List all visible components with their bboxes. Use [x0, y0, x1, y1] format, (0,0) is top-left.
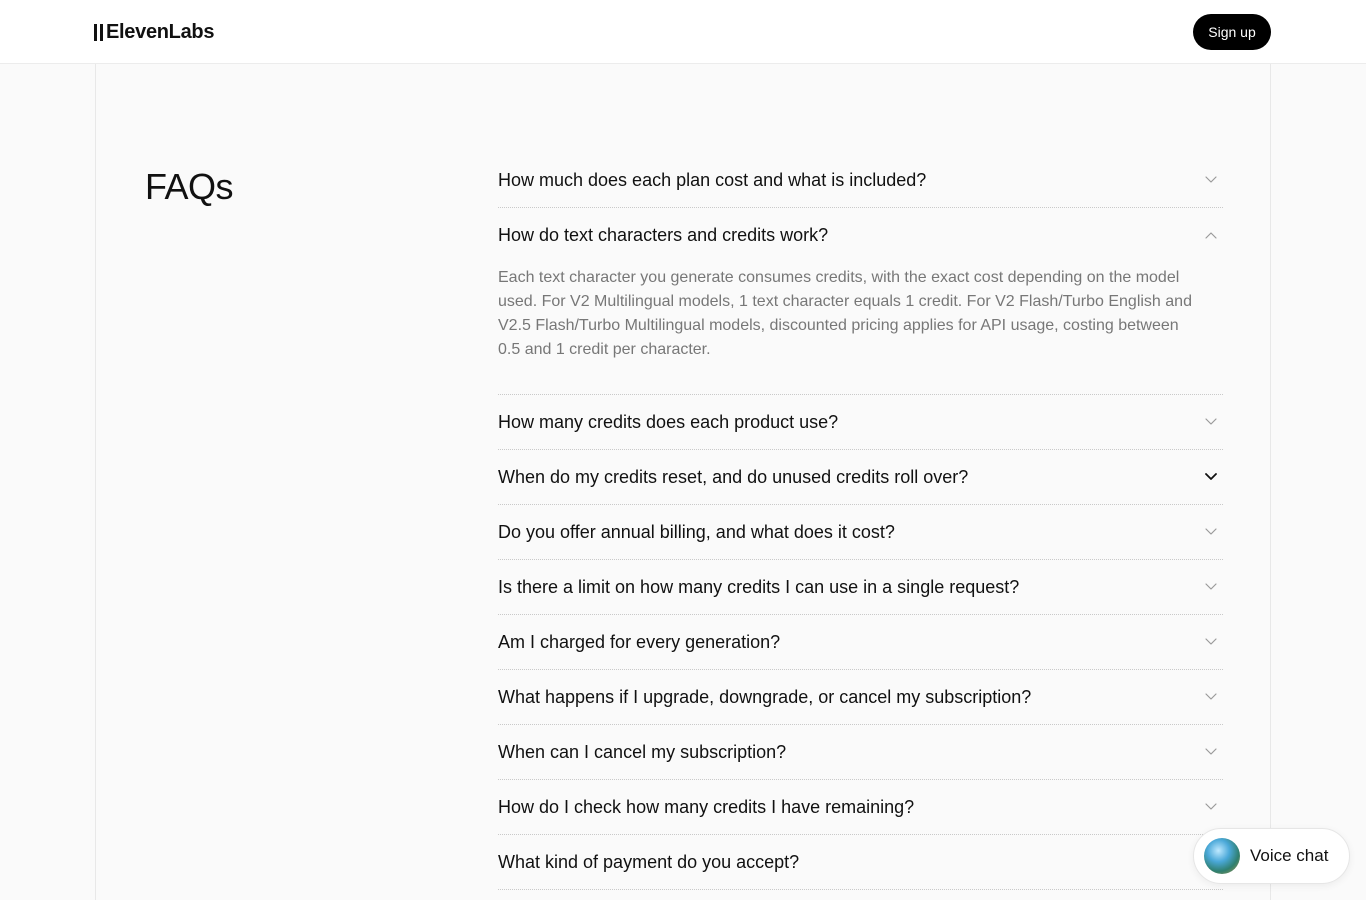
- faq-answer: Each text character you generate consumes credits, with the exact cost depending on the model used. For V2 Multilingual models, 1 text character equals 1 credit. For V2 Flash/Turbo English and V2.5 Flash/Turbo Multilingual models, discounted pricing applies for API usage, costing between 0.5 and 1 credit per character.: [498, 269, 1192, 358]
- faq-question-text: How many credits does each product use?: [498, 411, 839, 432]
- chevron-down-icon: [1205, 418, 1217, 426]
- chevron-up-icon: [1205, 231, 1217, 239]
- voice-chat-button[interactable]: [1193, 828, 1350, 884]
- chevron-down-icon: [1205, 748, 1217, 756]
- faq-item: [498, 780, 1223, 835]
- chevron-down-icon: [1205, 803, 1217, 811]
- faq-question[interactable]: [498, 153, 1223, 207]
- faq-question-text: Am I charged for every generation?: [498, 631, 781, 652]
- faq-question-text: Is there a limit on how many credits I can use in a single request?: [498, 576, 1020, 597]
- faq-question-text: What happens if I upgrade, downgrade, or cancel my subscription?: [498, 686, 1032, 707]
- faq-question[interactable]: [498, 780, 1223, 834]
- faq-item: [498, 395, 1223, 450]
- logo-mark-icon: [94, 24, 103, 41]
- elevenlabs-logo[interactable]: [94, 20, 214, 44]
- chevron-down-icon: [1205, 528, 1217, 536]
- faq-question[interactable]: [498, 395, 1223, 449]
- faq-item: [498, 208, 1223, 395]
- chevron-down-icon: [1205, 638, 1217, 646]
- faq-item: [498, 615, 1223, 670]
- faq-question-text: When can I cancel my subscription?: [498, 741, 787, 762]
- faq-question[interactable]: [498, 615, 1223, 669]
- faq-question[interactable]: [498, 208, 1223, 262]
- faq-question[interactable]: [498, 835, 1223, 889]
- faq-question[interactable]: [498, 560, 1223, 614]
- faq-question-text: What kind of payment do you accept?: [498, 851, 800, 872]
- faq-item: [498, 560, 1223, 615]
- voice-chat-label: Voice chat: [1250, 846, 1329, 865]
- left-frame-divider: [95, 64, 96, 900]
- faq-question-text: Do you offer annual billing, and what does it cost?: [498, 521, 895, 542]
- faq-item: [498, 153, 1223, 208]
- faq-question-text: When do my credits reset, and do unused credits roll over?: [498, 466, 969, 487]
- faq-question-text: How much does each plan cost and what is included?: [498, 169, 927, 190]
- faq-question-text: How do I check how many credits I have remaining?: [498, 796, 915, 817]
- faq-item: [498, 670, 1223, 725]
- faq-item: [498, 450, 1223, 505]
- chevron-down-icon: [1205, 176, 1217, 184]
- chevron-down-icon: [1205, 473, 1217, 481]
- faq-item: [498, 505, 1223, 560]
- sign-up-button[interactable]: Sign up: [1193, 14, 1271, 50]
- faq-item: [498, 725, 1223, 780]
- faq-question-text: How do text characters and credits work?: [498, 224, 829, 245]
- top-navigation: [0, 0, 1366, 64]
- faq-title: FAQs: [145, 166, 234, 207]
- faq-question[interactable]: [498, 725, 1223, 779]
- faq-list: [498, 153, 1223, 890]
- voice-orb-icon: [1204, 838, 1240, 874]
- right-frame-divider: [1270, 64, 1271, 900]
- chevron-down-icon: [1205, 583, 1217, 591]
- chevron-down-icon: [1205, 693, 1217, 701]
- faq-question[interactable]: [498, 670, 1223, 724]
- faq-item: [498, 835, 1223, 890]
- faq-question[interactable]: [498, 450, 1223, 504]
- logo-text: ElevenLabs: [106, 20, 215, 43]
- faq-question[interactable]: [498, 505, 1223, 559]
